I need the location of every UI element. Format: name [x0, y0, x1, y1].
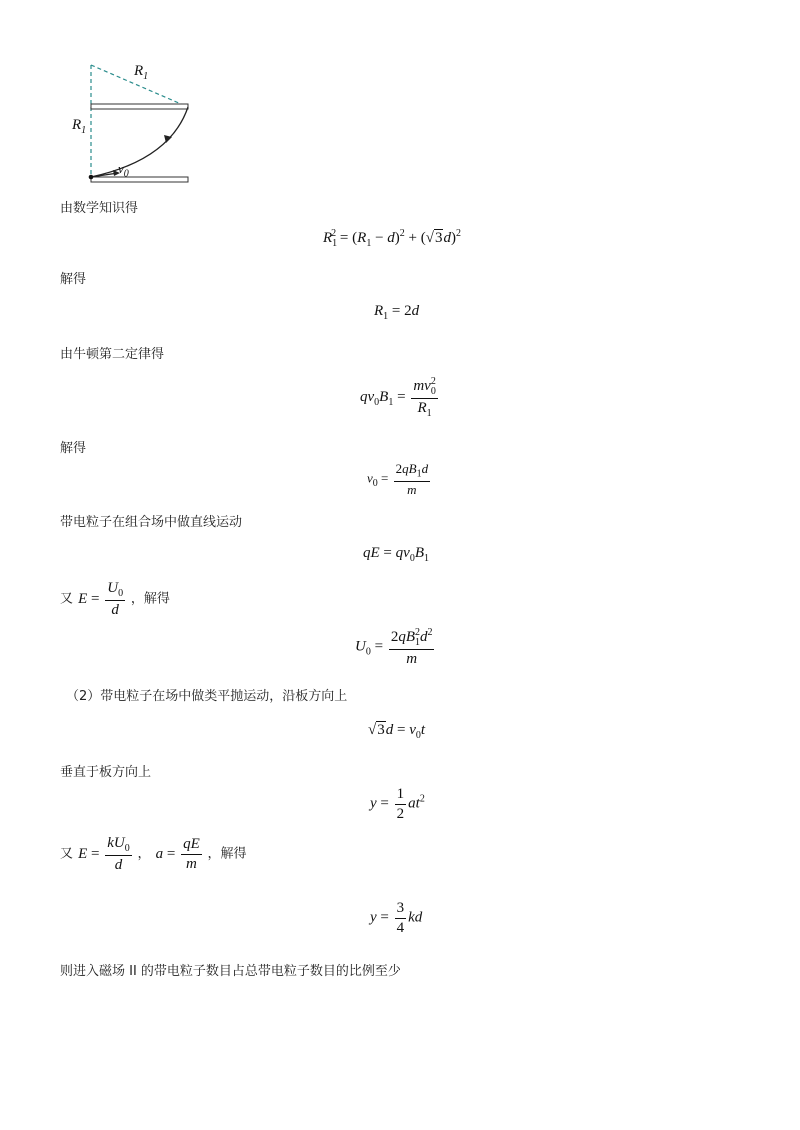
equation-field-k-inline: E = $\frac{kU_0}{d}$: [78, 835, 130, 873]
trajectory-diagram: [60, 55, 220, 190]
text-newton-law: 由牛顿第二定律得: [60, 347, 165, 362]
text-also-2: 又: [60, 846, 74, 862]
text-math-knowledge: 由数学知识得: [60, 201, 139, 216]
particle-dot: [89, 175, 94, 180]
equation-radius: $R_1 = 2d$: [374, 303, 420, 322]
text-solve-4: ，解得: [207, 846, 247, 862]
label-r1-left: $R_1$: [72, 117, 87, 136]
line-acceleration-definition: [60, 835, 247, 874]
trajectory-arc: [91, 107, 188, 177]
text-solve-2: 解得: [60, 441, 87, 456]
equation-vertical: y = $\frac{1}{2}$ $at^2$: [370, 786, 425, 822]
equation-field-inline: E = $\frac{U_0}{d}$: [78, 580, 124, 618]
top-plate: [91, 104, 188, 109]
text-ratio-conclusion: 则进入磁场 II 的带电粒子数目占总带电粒子数目的比例至少: [60, 964, 401, 979]
equation-newton: $qv_0B_1$ = $\frac{mv_0^2}{R_1}$: [360, 376, 436, 419]
equation-horizontal: $√3d = v_0t$: [368, 722, 426, 741]
bottom-plate: [91, 177, 188, 182]
text-perpendicular: 垂直于板方向上: [60, 765, 152, 780]
text-comma: ，: [137, 846, 151, 862]
label-v0: $v_0$: [118, 161, 129, 180]
equation-balance: qE = $qv_0B_1$: [363, 545, 429, 564]
line-field-definition: [60, 580, 170, 619]
text-straight-motion: 带电粒子在组合场中做直线运动: [60, 515, 243, 530]
text-solve-1: 解得: [60, 272, 87, 287]
equation-geometry: $R_1^2 = (R_1 - d)^2 + (√3d)^2$: [323, 228, 461, 249]
label-r1-top: $R_1$: [134, 63, 149, 82]
text-part2-intro: （2）带电粒子在场中做类平抛运动，沿板方向上: [66, 689, 348, 704]
text-also-1: 又: [60, 591, 74, 607]
equation-displacement: y = $\frac{3}{4}$ kd: [370, 900, 423, 936]
equation-velocity: $v_0$ = $\frac{2qB_1d}{m}$: [367, 461, 429, 497]
text-solve-3: ，解得: [130, 591, 170, 607]
equation-acceleration-inline: a = $\frac{qE}{m}$: [155, 836, 200, 872]
equation-voltage: $U_0$ = $\frac{2qB_1^2d^2}{m}$: [355, 627, 433, 667]
